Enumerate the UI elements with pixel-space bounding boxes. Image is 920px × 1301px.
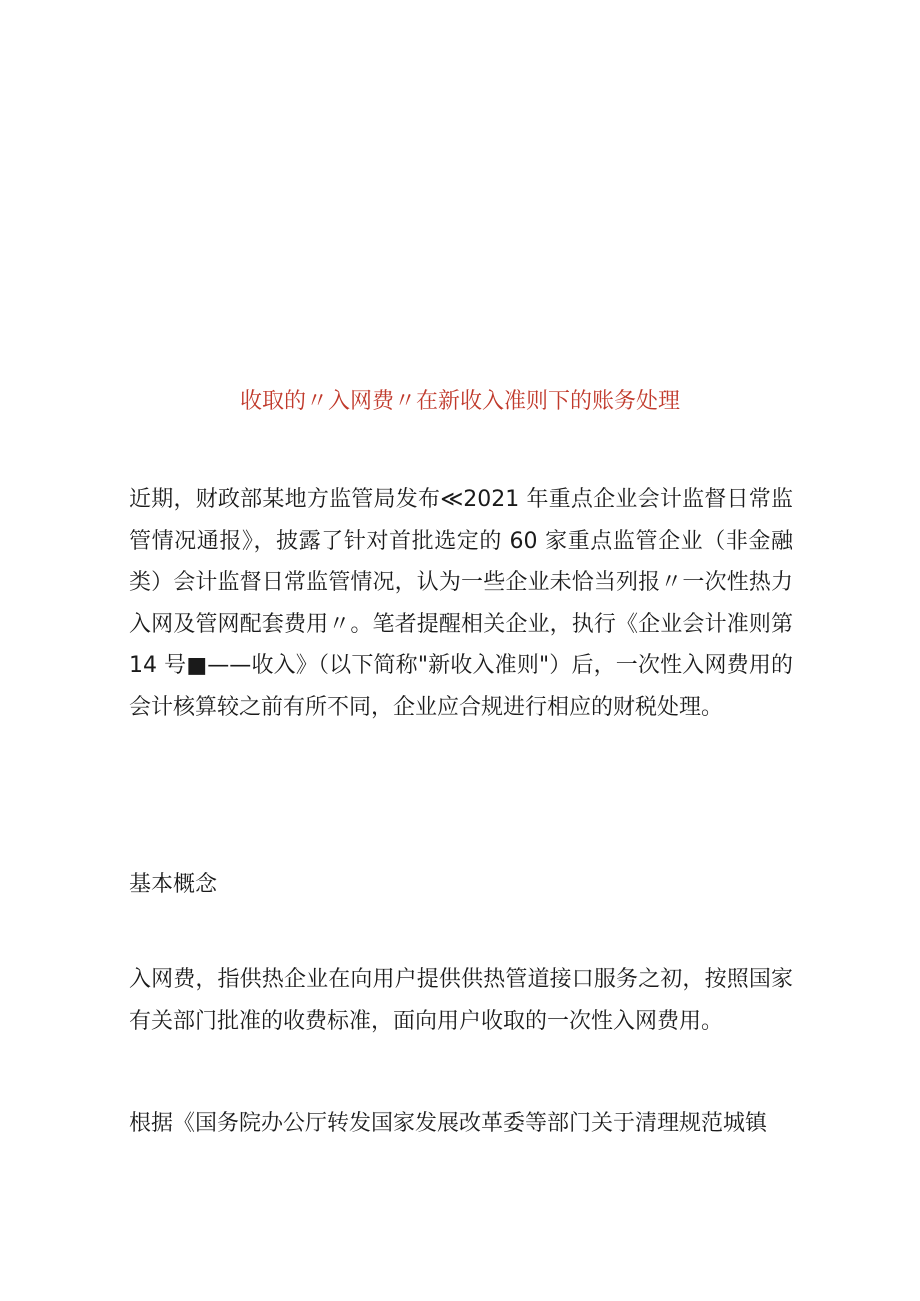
paragraph-intro: 近期，财政部某地方监管局发布≪2021 年重点企业会计监督日常监管情况通报》，披露了针对首批选定的 60 家重点监管企业（非金融类）会计监督日常监管情况，认为一些企业未恰当列报〃一次性热力入网及管网配套费用〃。笔者提醒相关企业，执行《企业会计准则第 14 号■——收入》（以下简称"新收入准则"）后，一次性入网费用的会计核算较之前有所不同，企业应合规进行相应的财税处理。	[129, 487, 793, 720]
paragraph-reference: 根据《国务院办公厅转发国家发展改革委等部门关于清理规范城镇	[129, 1111, 768, 1136]
document-title: 收取的〃入网费〃在新收入准则下的账务处理	[239, 389, 680, 414]
section-heading-basic-concepts: 基本概念	[129, 872, 218, 897]
paragraph-definition: 入网费，指供热企业在向用户提供供热管道接口服务之初，按照国家有关部门批准的收费标准，面向用户收取的一次性入网费用。	[129, 967, 793, 1034]
